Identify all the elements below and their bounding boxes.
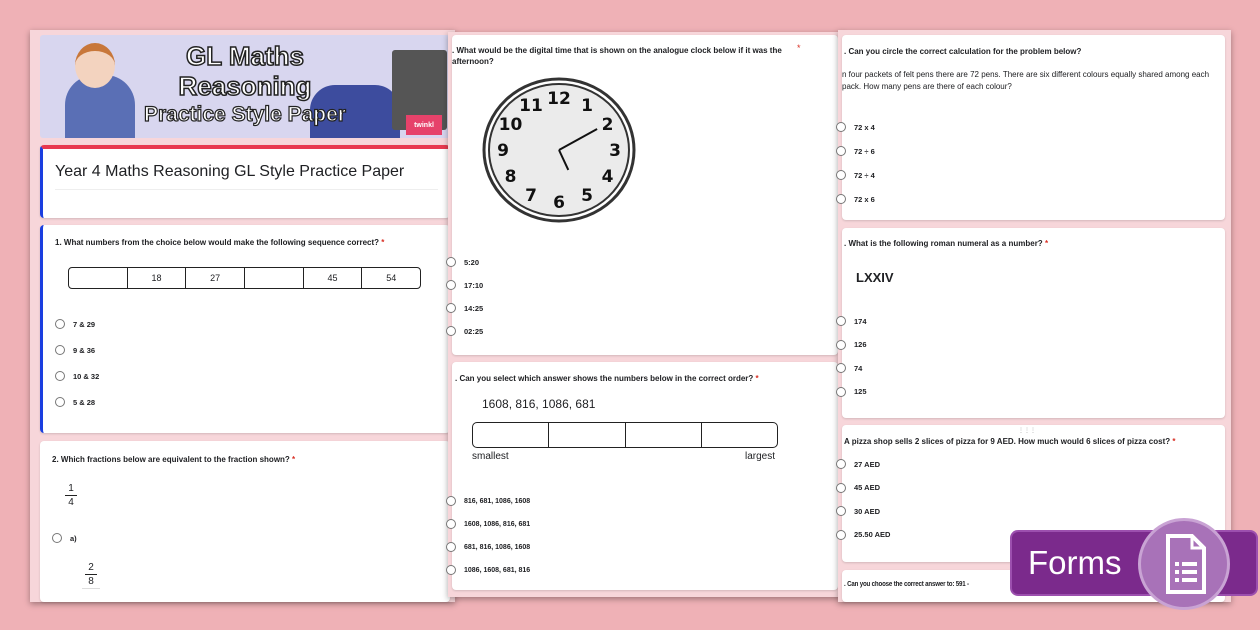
right-panel xyxy=(838,30,1231,602)
radio-button[interactable] xyxy=(446,303,456,313)
clock-number: 9 xyxy=(497,141,509,161)
smallest-label: smallest xyxy=(472,451,509,462)
radio-button[interactable] xyxy=(446,280,456,290)
clock-number: 12 xyxy=(547,89,571,109)
order-boxes xyxy=(472,422,778,448)
option-q6-1[interactable] xyxy=(836,316,867,326)
option-q3-2[interactable] xyxy=(446,280,483,290)
option-q1-2[interactable] xyxy=(55,345,95,355)
option-label: 1086, 1608, 681, 816 xyxy=(464,566,531,574)
clock-number: 8 xyxy=(504,167,517,187)
middle-panel xyxy=(448,32,843,597)
clock-number: 6 xyxy=(553,193,565,213)
option-label: 126 xyxy=(854,340,867,349)
option-q5-1[interactable] xyxy=(836,122,875,132)
clock-number: 7 xyxy=(525,186,537,207)
question-card-3 xyxy=(452,35,838,355)
option-label: 5 & 28 xyxy=(73,397,96,407)
option-q4-4[interactable] xyxy=(446,565,530,575)
question-6-text: . What is the following roman numeral as a number? * xyxy=(844,239,1049,248)
title-card xyxy=(40,145,450,218)
radio-button[interactable] xyxy=(836,363,846,373)
radio-button[interactable] xyxy=(55,371,65,381)
option-a[interactable] xyxy=(52,533,77,543)
radio-button[interactable] xyxy=(836,146,846,156)
radio-button[interactable] xyxy=(55,345,65,355)
option-q3-3[interactable] xyxy=(446,303,483,313)
option-label: 816, 681, 1086, 1608 xyxy=(464,497,531,505)
question-5-problem: n four packets of felt pens there are 72 pens. There are six different colours equally shared among each pack. How many pens are there of each colour? xyxy=(842,70,1210,91)
radio-button[interactable] xyxy=(446,496,456,506)
option-label: 45 AED xyxy=(854,483,880,492)
radio-button[interactable] xyxy=(446,326,456,336)
option-label: 14:25 xyxy=(464,303,484,313)
radio-button[interactable] xyxy=(836,387,846,397)
question-card-5 xyxy=(842,35,1225,220)
option-q1-1[interactable] xyxy=(55,319,95,329)
sequence-box: 27 xyxy=(185,268,244,288)
clock-number: 1 xyxy=(581,95,593,116)
option-q6-3[interactable] xyxy=(836,363,862,373)
left-panel xyxy=(30,30,455,602)
banner-title-1: GL Maths xyxy=(186,41,304,71)
option-label: 72 x 4 xyxy=(854,122,875,132)
question-2-text: 2. Which fractions below are equivalent to the fraction shown? * xyxy=(52,455,296,464)
option-label: 9 & 36 xyxy=(73,345,96,355)
title-divider xyxy=(55,189,438,190)
radio-button[interactable] xyxy=(55,397,65,407)
fraction-one-quarter: 1 4 xyxy=(65,483,77,508)
option-q6-4[interactable] xyxy=(836,387,867,397)
option-q1-4[interactable] xyxy=(55,397,95,407)
sequence-box xyxy=(69,268,127,288)
fraction-two-eighths: 2 8 xyxy=(82,561,100,589)
roman-numeral: LXXIV xyxy=(856,270,894,285)
radio-button[interactable] xyxy=(836,122,846,132)
option-q6-2[interactable] xyxy=(836,340,867,350)
radio-button[interactable] xyxy=(836,530,846,540)
clock-number: 3 xyxy=(609,141,621,161)
radio-button[interactable] xyxy=(836,340,846,350)
radio-button[interactable] xyxy=(836,483,846,493)
option-label: 72 ÷ 4 xyxy=(854,170,875,180)
option-q7-1[interactable] xyxy=(836,459,880,469)
option-label: 74 xyxy=(854,363,863,373)
forms-label: Forms xyxy=(1028,544,1122,581)
question-card-4 xyxy=(452,362,838,590)
question-5-text: . Can you circle the correct calculation for the problem below? xyxy=(844,47,1082,56)
radio-button[interactable] xyxy=(836,316,846,326)
clock-number: 4 xyxy=(601,167,614,187)
option-q7-2[interactable] xyxy=(836,483,880,493)
clock-number: 5 xyxy=(581,186,593,207)
radio-button[interactable] xyxy=(446,565,456,575)
question-card-2 xyxy=(40,441,450,602)
radio-button[interactable] xyxy=(836,459,846,469)
question-7-text: A pizza shop sells 2 slices of pizza for 9 AED. How much would 6 slices of pizza cost? * xyxy=(844,437,1176,446)
radio-button[interactable] xyxy=(446,542,456,552)
question-card-1 xyxy=(40,225,450,433)
radio-button[interactable] xyxy=(52,533,62,543)
option-q7-4[interactable] xyxy=(836,530,890,540)
radio-button[interactable] xyxy=(836,194,846,204)
option-label: 125 xyxy=(854,387,867,396)
radio-button[interactable] xyxy=(836,506,846,516)
question-card-6 xyxy=(842,228,1225,418)
sequence-box: 45 xyxy=(303,268,362,288)
largest-label: largest xyxy=(745,451,776,462)
option-q3-4[interactable] xyxy=(446,326,483,336)
radio-button[interactable] xyxy=(446,519,456,529)
option-q7-3[interactable] xyxy=(836,506,880,516)
radio-button[interactable] xyxy=(446,257,456,267)
option-label: 5:20 xyxy=(464,257,480,267)
option-label: 10 & 32 xyxy=(73,371,100,381)
option-label: a) xyxy=(70,533,77,543)
option-label: 7 & 29 xyxy=(73,319,96,329)
question-1-text: 1. What numbers from the choice below would make the following sequence correct? * xyxy=(55,238,385,247)
radio-button[interactable] xyxy=(55,319,65,329)
numbers-to-order: 1608, 816, 1086, 681 xyxy=(482,397,596,411)
banner-title-3: Practice Style Paper xyxy=(144,103,346,126)
option-label: 174 xyxy=(854,316,867,326)
option-q4-1[interactable] xyxy=(446,496,530,506)
banner-title-2: Reasoning xyxy=(178,71,312,101)
option-q4-3[interactable] xyxy=(446,542,530,552)
clock-number: 2 xyxy=(601,115,614,135)
twinkl-logo: twinkl xyxy=(406,115,442,135)
clock-number: 10 xyxy=(498,115,523,135)
sequence-box xyxy=(244,268,303,288)
option-label: 25.50 AED xyxy=(854,530,891,539)
option-q5-2[interactable] xyxy=(836,146,875,156)
question-4-text: . Can you select which answer shows the numbers below in the correct order? * xyxy=(455,374,759,383)
sequence-boxes xyxy=(68,267,421,289)
required-asterisk: * xyxy=(797,43,801,53)
drag-handle-icon[interactable]: ⋮⋮⋮ xyxy=(1018,428,1036,434)
banner xyxy=(40,35,450,138)
radio-button[interactable] xyxy=(836,170,846,180)
option-label: 72 x 6 xyxy=(854,194,875,204)
option-label: 30 AED xyxy=(854,506,880,516)
option-q1-3[interactable] xyxy=(55,371,99,381)
option-q4-2[interactable] xyxy=(446,519,530,529)
analogue-clock xyxy=(482,77,636,223)
forms-icon xyxy=(1138,518,1230,610)
option-label: 27 AED xyxy=(854,459,880,469)
option-q5-3[interactable] xyxy=(836,170,875,180)
option-label: 72 ÷ 6 xyxy=(854,146,875,156)
form-title: Year 4 Maths Reasoning GL Style Practice Paper xyxy=(55,163,405,180)
option-label: 681, 816, 1086, 1608 xyxy=(464,543,531,551)
option-q5-4[interactable] xyxy=(836,194,875,204)
option-q3-1[interactable] xyxy=(446,257,479,267)
question-8-text: . Can you choose the correct answer to: 591 - xyxy=(844,581,969,588)
option-label: 1608, 1086, 816, 681 xyxy=(464,520,531,528)
question-3-text: . What would be the digital time that is shown on the analogue clock below if it was the afternoon? xyxy=(452,46,782,66)
option-label: 02:25 xyxy=(464,326,484,336)
option-label: 17:10 xyxy=(464,280,484,290)
sequence-box: 18 xyxy=(127,268,186,288)
clock-number: 11 xyxy=(519,95,543,116)
sequence-box: 54 xyxy=(361,268,420,288)
